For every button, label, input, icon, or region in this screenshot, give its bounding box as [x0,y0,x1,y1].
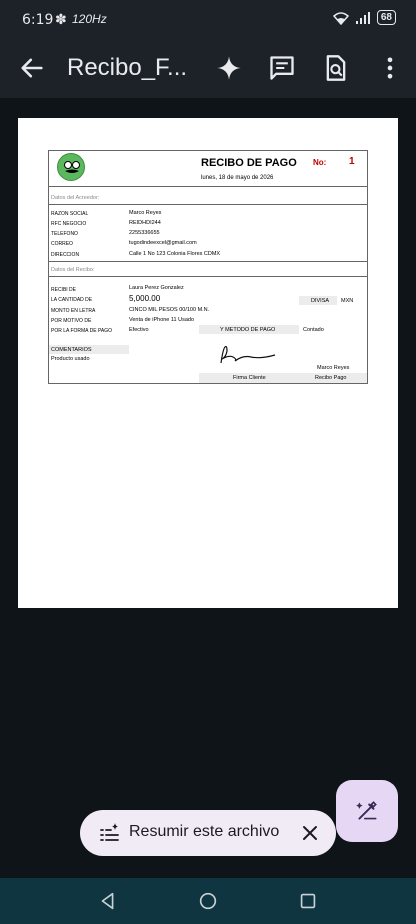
field-label: RAZON SOCIAL [51,211,89,217]
divider [49,204,367,205]
divider [49,276,367,277]
field-value: 5,000.00 [129,294,161,303]
sparkle-icon[interactable] [215,54,243,82]
field-value: REIDHDI244 [129,220,161,226]
field-label: CORREO [51,241,73,247]
status-time: 6:19 [22,12,54,28]
signature-icon [215,343,279,367]
pen-sparkle-icon [354,798,380,824]
comment-icon[interactable] [268,54,296,82]
status-icons [333,10,396,25]
receipt-section-title: Datos del Recibo: [51,267,95,273]
divider [49,261,367,262]
nav-back-icon[interactable] [97,890,119,912]
battery-icon: 68 [377,10,396,25]
comments-label: COMENTARIOS [51,347,92,353]
field-value: CINCO MIL PESOS 00/100 M.N. [129,307,210,313]
status-bar [0,0,416,38]
field-value: Venta de iPhone 11 Usado [129,317,195,323]
field-label: RECIBI DE [51,287,77,293]
field-value: Calle 1 No 123 Colonia Flores CDMX [129,251,221,257]
field-value: Marco Reyes [129,210,162,216]
divider [49,186,367,187]
firma-cliente-label: Firma Cliente [233,375,266,381]
divisa-label: DIVISA [311,298,330,304]
receipt [48,150,368,384]
signal-icon [355,11,371,25]
metodo-label: Y METODO DE PAGO [220,327,276,333]
edit-pdf-button[interactable] [336,780,398,842]
navigation-bar [0,878,416,924]
signer-name: Marco Reyes [317,365,350,371]
document-title: Recibo_F... [67,54,188,81]
field-label: MONTO EN LETRA [51,308,96,314]
field-label: RFC NEGOCIO [51,221,87,227]
field-value: Laura Perez Gonzalez [129,285,184,291]
divisa-value: MXN [341,298,354,304]
search-document-icon[interactable] [322,54,350,82]
field-label: POR LA FORMA DE PAGO [51,328,113,334]
nav-recents-icon[interactable] [297,890,319,912]
document-viewer[interactable] [0,98,416,878]
summarize-chip[interactable] [80,810,336,856]
receipt-number: 1 [349,156,355,167]
summarize-label: Resumir este archivo [129,823,280,840]
field-value: 2255336655 [129,230,160,236]
fan-icon: ✽ [55,11,67,27]
summary-sparkle-icon [98,821,122,845]
logo-icon [57,153,85,181]
comments-value: Producto usado [51,356,90,362]
close-icon[interactable] [298,821,322,845]
field-label: POR MOTIVO DE [51,318,92,324]
document-page [18,118,398,608]
field-value: Efectivo [129,327,149,333]
back-arrow-icon[interactable] [18,54,46,82]
field-label: DIRECCION [51,252,80,258]
field-label: TELEFONO [51,231,78,237]
field-value: tugodindeexcel@gmail.com [129,240,197,246]
receipt-number-label: No: [313,158,327,167]
refresh-rate: 120Hz [72,12,107,26]
more-vert-icon[interactable] [376,54,404,82]
receipt-date: lunes, 18 de mayo de 2026 [201,175,274,181]
metodo-value: Contado [303,327,324,333]
recibo-pago-label: Recibo Pago [315,375,347,381]
creditor-section-title: Datos del Acreedor: [51,195,100,201]
wifi-icon [333,11,349,25]
receipt-title: RECIBO DE PAGO [201,157,297,169]
nav-home-icon[interactable] [197,890,219,912]
field-label: LA CANTIDAD DE [51,297,93,303]
app-bar [0,38,416,98]
